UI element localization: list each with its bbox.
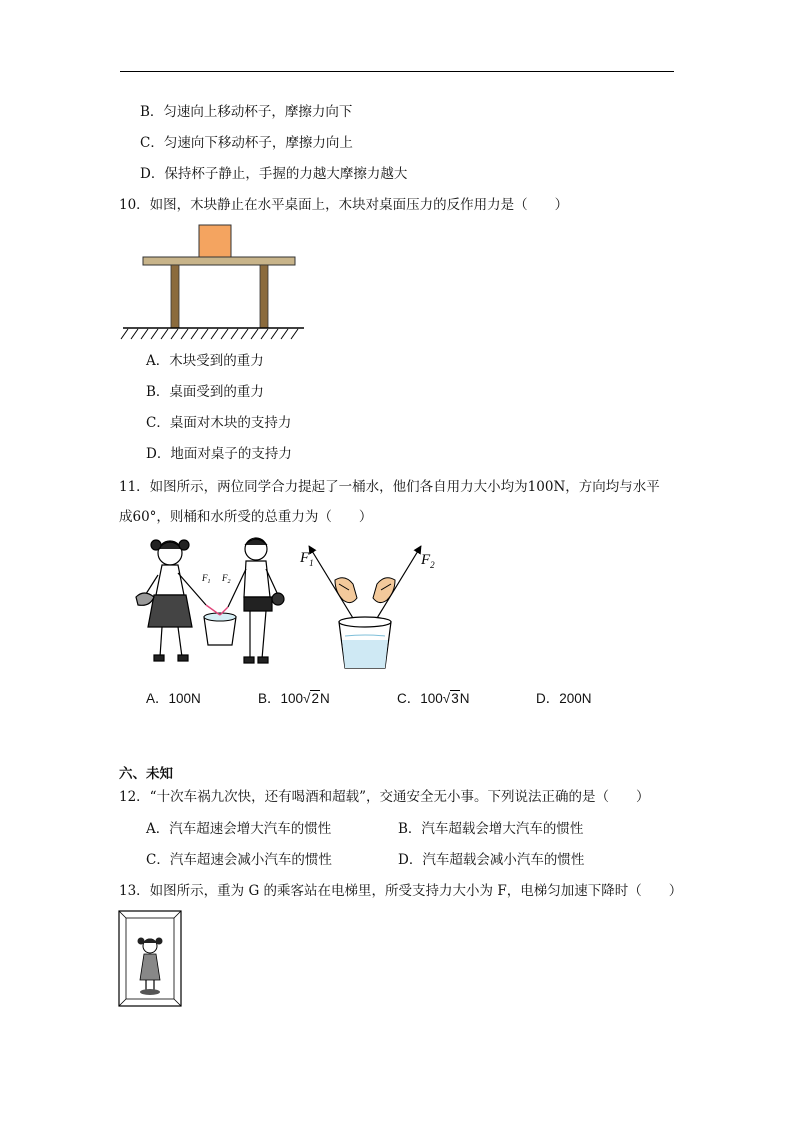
q10-stem: 10．如图，木块静止在水平桌面上，木块对桌面压力的反作用力是（ ） bbox=[119, 197, 569, 213]
q11-option-d: D．200N bbox=[536, 691, 592, 706]
f1-label: $F_1$ bbox=[300, 550, 314, 568]
left-hand bbox=[335, 578, 357, 603]
table-leg-left bbox=[171, 265, 179, 328]
q10-option-b: B．桌面受到的重力 bbox=[146, 384, 264, 400]
q12-stem: 12．“十次车祸九次快，还有喝酒和超载”，交通安全无小事。下列说法正确的是（ ） bbox=[119, 789, 650, 805]
f1-label-small: $F_1$ bbox=[202, 573, 211, 585]
force-diagram-figure bbox=[295, 540, 445, 675]
q12-option-a: A．汽车超速会增大汽车的惯性 bbox=[146, 821, 332, 837]
q10-option-d: D．地面对桌子的支持力 bbox=[146, 446, 292, 462]
q11-option-c: C．100√3N bbox=[397, 691, 470, 706]
q11-stem-line1: 11．如图所示，两位同学合力提起了一桶水，他们各自用力大小均为100N，方向均与水平 bbox=[119, 479, 660, 495]
header-rule bbox=[120, 71, 674, 72]
q9-option-d: D．保持杯子静止，手握的力越大摩擦力越大 bbox=[140, 166, 408, 182]
q10-option-c: C．桌面对木块的支持力 bbox=[146, 415, 292, 431]
q10-option-a: A．木块受到的重力 bbox=[146, 353, 264, 369]
right-hand bbox=[373, 578, 395, 603]
q9-option-c: C．匀速向下移动杯子，摩擦力向上 bbox=[140, 135, 353, 151]
table-block-figure bbox=[118, 222, 308, 342]
q9-option-b: B．匀速向上移动杯子，摩擦力向下 bbox=[140, 104, 353, 120]
q12-option-c: C．汽车超速会减小汽车的惯性 bbox=[146, 852, 332, 868]
f2-label: $F_2$ bbox=[421, 552, 435, 570]
elevator-passenger-figure bbox=[118, 910, 182, 1007]
table-leg-right bbox=[260, 265, 268, 328]
f2-label-small: $F_2$ bbox=[222, 573, 231, 585]
q11-option-a: A．100N bbox=[146, 691, 201, 706]
children-carrying-bucket-figure bbox=[132, 535, 292, 675]
section-heading: 六、未知 bbox=[119, 766, 173, 782]
boy-illustration bbox=[228, 538, 284, 663]
girl-illustration bbox=[136, 540, 206, 661]
q13-stem: 13．如图所示，重为 G 的乘客站在电梯里，所受支持力大小为 F，电梯匀加速下降时（ ） bbox=[119, 883, 683, 899]
wooden-block bbox=[199, 225, 231, 257]
q11-stem-line2: 成60°，则桶和水所受的总重力为（ ） bbox=[119, 509, 373, 525]
bucket-small bbox=[204, 613, 236, 645]
q11-option-b: B．100√2N bbox=[258, 691, 330, 706]
q12-option-b: B．汽车超载会增大汽车的惯性 bbox=[398, 821, 584, 837]
q12-option-d: D．汽车超载会减小汽车的惯性 bbox=[398, 852, 585, 868]
table-top bbox=[143, 257, 295, 265]
water-bucket bbox=[339, 617, 391, 668]
